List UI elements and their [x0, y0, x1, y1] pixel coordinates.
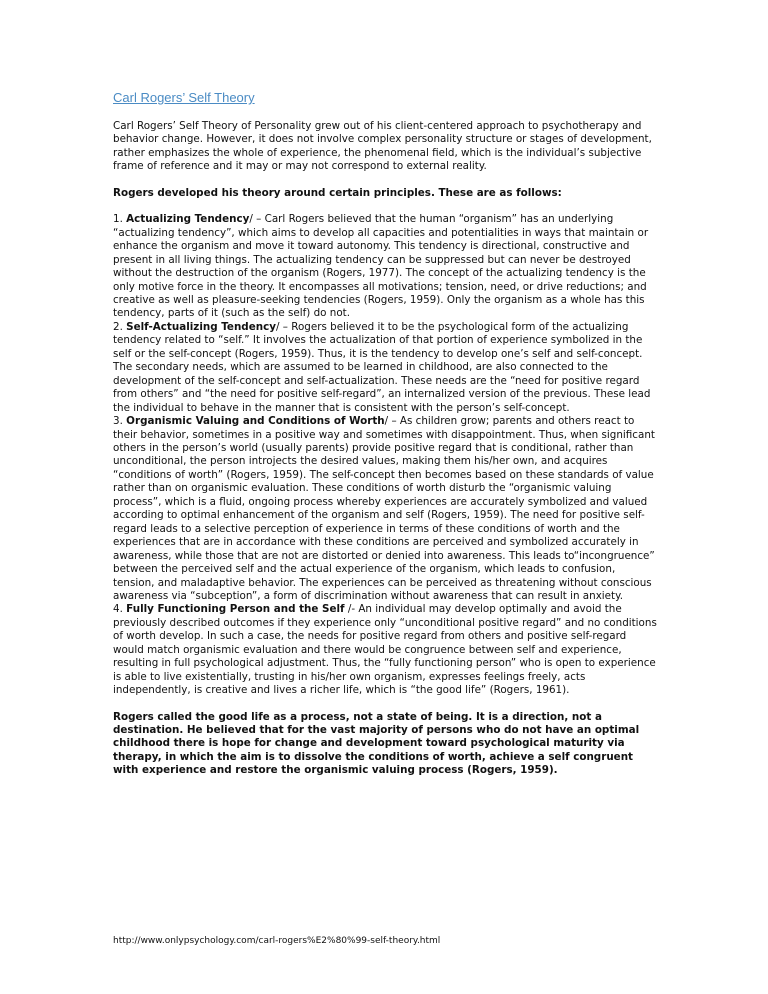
principle-item-2 [113, 321, 658, 415]
principle-heading: Organismic Valuing and Conditions of Worth [126, 415, 385, 428]
principles-list [113, 213, 658, 697]
principle-text: Carl Rogers believed that the human “organism” has an underlying “actualizing tendency”, which aims to develop all capacities and potentialities in ways that maintain or enhance the organism and move it toward autonomy. This tendency is directional, constructive and present in all living things. The actualizing tendency can be suppressed but can never be destroyed without the destruction of the organism (Rogers, 1977). The concept of the actualizing tendency is the only motive force in the theory. It encompasses all motivations; tension, need, or drive reductions; and creative as well as pleasure-seeking tendencies (Rogers, 1959). Only the organism as a whole has this tendency, parts of it (such as the self) do not. [113, 213, 649, 320]
principle-text: As children grow; parents and others react to their behavior, sometimes in a positive way and sometimes with disappointment. Thus, when significant others in the person’s world (usually parents) provide positive regard that is conditional, rather than unconditional, the person introjects the desired values, making them his/her own, and acquires “conditions of worth” (Rogers, 1959). The self-concept then becomes based on these standards of value rather than on organismic evaluation. These conditions of worth disturb the “organismic valuing process”, which is a fluid, ongoing process whereby experiences are accurately symbolized and valued according to optimal enhancement of the organism and self (Rogers, 1959). The need for positive self-regard leads to a selective perception of experience in terms of these conditions of worth and the experiences that are in accordance with these conditions are perceived and symbolized accurately in awareness, while those that are not are distorted or denied into awareness. This leads to“incongruence” between the perceived self and the actual experience of the organism, which leads to confusion, tension, and maladaptive behavior. The experiences can be perceived as threatening without conscious awareness via “subception”, a form of discrimination without awareness that can result in anxiety. [113, 415, 655, 602]
principle-separator: / – [249, 213, 262, 226]
principle-number: 3. [113, 415, 123, 428]
principle-number: 4. [113, 603, 123, 616]
principle-number: 2. [113, 320, 123, 333]
closing-paragraph: Rogers called the good life as a process, not a state of being. It is a direction, not a destination. He believed that for the vast majority of persons who do not have an optimal childhood there is hope for change and development toward psychological maturity via therapy, in which the aim is to dissolve the conditions of worth, achieve a self congruent with experience and restore the organismic valuing process (Rogers, 1959). [113, 710, 640, 777]
footer-url[interactable]: http://www.onlypsychology.com/carl-rogers%E2%80%99-self-theory.html [113, 936, 441, 946]
principle-item-3 [113, 415, 658, 603]
principle-separator: / – [275, 320, 288, 333]
principle-heading: Self-Actualizing Tendency [126, 320, 276, 333]
principle-text: Rogers believed it to be the psychological form of the actualizing tendency related to “self.” It involves the actualization of that portion of experience symbolized in the self or the self-concept (Rogers, 1959). Thus, it is the tendency to develop one’s self and self-concept. The secondary needs, which are assumed to be learned in childhood, are also connected to the development of the self-concept and self-actualization. These needs are the “need for positive regard from others” and “the need for positive self-regard”, an internalized version of the previous. These lead the individual to behave in the manner that is consistent with the person’s self-concept. [113, 320, 651, 414]
principles-heading: Rogers developed his theory around certain principles. These are as follows: [113, 186, 562, 199]
principle-heading: Fully Functioning Person and the Self [126, 603, 345, 616]
principle-text: An individual may develop optimally and avoid the previously described outcomes if they experience only “unconditional positive regard” and no conditions of worth develop. In such a case, the needs for positive regard from others and positive self-regard would match organismic evaluation and there would be congruence between self and experience, resulting in full psychological adjustment. Thus, the “fully functioning person” who is open to experience is able to live existentially, trusting in his/her own organism, expresses feelings freely, acts independently, is creative and lives a richer life, which is “the good life” (Rogers, 1961). [113, 603, 657, 697]
intro-paragraph: Carl Rogers’ Self Theory of Personality grew out of his client-centered approach to psychotherapy and behavior change. However, it does not involve complex personality structure or stages of development, rather emphasizes the whole of experience, the phenomenal field, which is the individual’s subjective frame of reference and it may or may not correspond to external reality. [113, 120, 652, 173]
principle-heading: Actualizing Tendency [126, 213, 250, 226]
page-title[interactable]: Carl Rogers’ Self Theory [113, 90, 255, 105]
principle-item-4 [113, 603, 658, 697]
principle-number: 1. [113, 213, 123, 226]
principle-item-1 [113, 213, 658, 321]
principle-separator: /- [347, 603, 356, 616]
principle-separator: / – [384, 415, 397, 428]
